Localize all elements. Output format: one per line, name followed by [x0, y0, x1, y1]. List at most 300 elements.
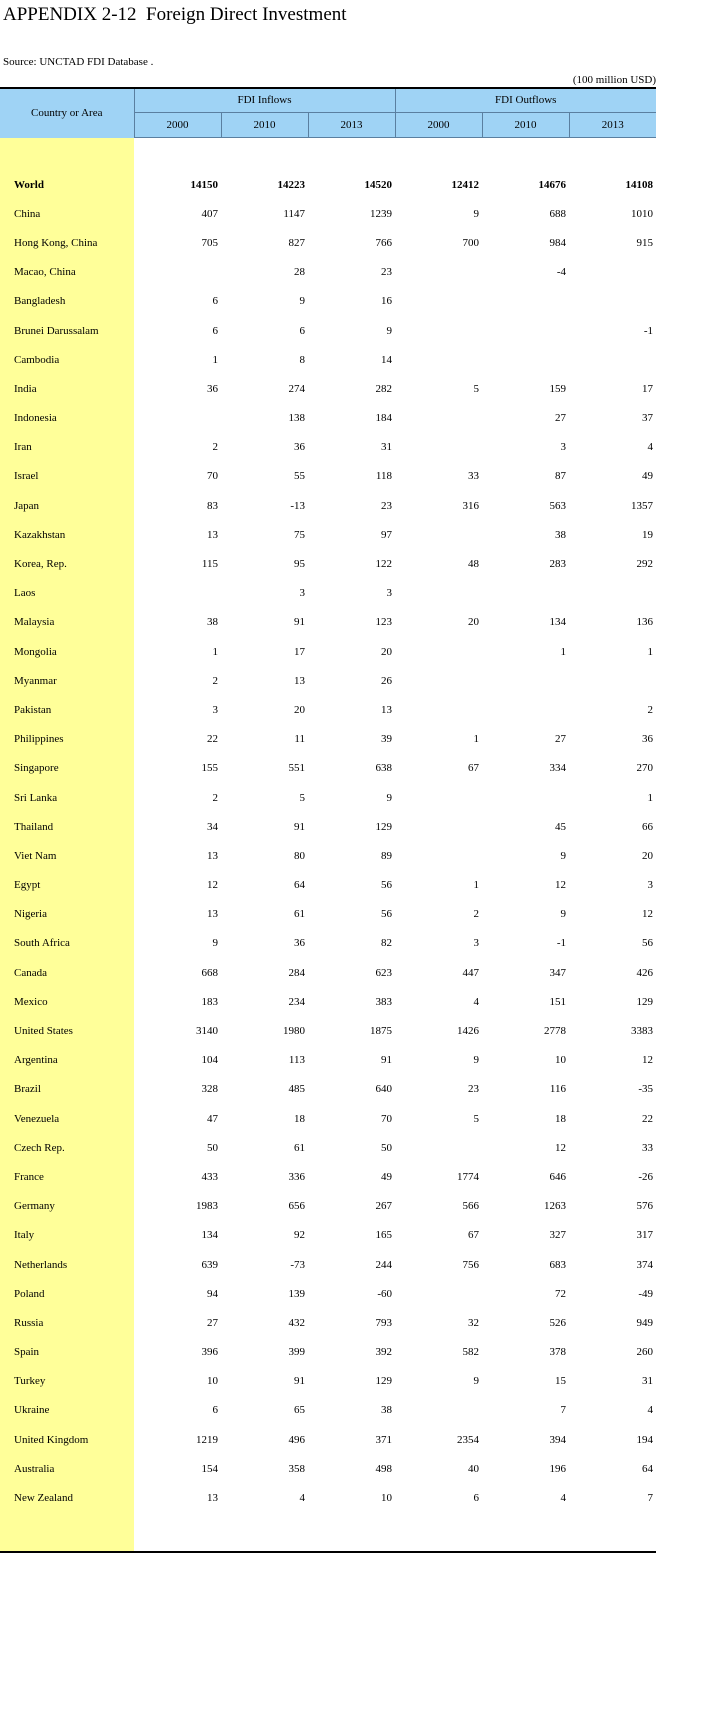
value-cell: 3 [386, 587, 393, 600]
value-cell: 48 [468, 558, 480, 571]
value-cell: 358 [288, 1462, 305, 1475]
value-cell [395, 1513, 482, 1552]
value-cell: 9 [560, 849, 567, 862]
value-cell: 13 [207, 528, 218, 541]
table-row [0, 666, 656, 695]
table-row [0, 520, 656, 549]
table-row [0, 725, 656, 754]
value-cell: 97 [381, 528, 393, 541]
value-cell [569, 138, 656, 171]
value-cell: 165 [375, 1229, 393, 1242]
value-cell: 49 [642, 470, 654, 483]
value-cell: 28 [294, 266, 305, 279]
value-cell [569, 1513, 656, 1552]
value-cell: 6 [299, 324, 305, 337]
value-cell: 347 [549, 966, 567, 979]
value-cell: 793 [375, 1316, 393, 1329]
value-cell: 50 [381, 1141, 393, 1154]
value-cell: 1219 [196, 1433, 218, 1446]
value-cell: -1 [643, 324, 654, 337]
value-cell: 18 [555, 1112, 567, 1125]
value-cell: 91 [294, 1375, 305, 1388]
value-cell: 139 [288, 1287, 305, 1300]
value-cell [221, 138, 308, 171]
value-cell: 39 [381, 733, 393, 746]
value-cell: 396 [201, 1346, 218, 1359]
country-cell: Korea, Rep. [0, 549, 134, 578]
value-cell: 623 [375, 966, 393, 979]
value-cell [395, 433, 482, 462]
country-cell: Thailand [0, 812, 134, 841]
value-cell [395, 579, 482, 608]
value-cell [482, 138, 569, 171]
country-cell: Turkey [0, 1367, 134, 1396]
value-cell: 122 [375, 558, 393, 571]
value-cell: 646 [549, 1170, 567, 1183]
country-cell: Mexico [0, 987, 134, 1016]
value-cell: 16 [381, 295, 393, 308]
value-cell [395, 695, 482, 724]
value-cell: 1 [647, 791, 654, 804]
table-row [0, 462, 656, 491]
value-cell: 116 [549, 1083, 567, 1096]
value-cell: 915 [636, 236, 654, 249]
value-cell: 91 [294, 616, 305, 629]
value-cell: 1 [647, 645, 654, 658]
table-row [0, 1279, 656, 1308]
value-cell [134, 138, 221, 171]
table-row [0, 374, 656, 403]
year-header: 2013 [569, 113, 656, 138]
table-row [0, 958, 656, 987]
value-cell: 566 [462, 1200, 480, 1213]
unit-note: (100 million USD) [572, 74, 656, 86]
value-cell: 6 [212, 324, 218, 337]
value-cell: 1 [560, 645, 567, 658]
value-cell: 9 [473, 1375, 480, 1388]
country-cell: United States [0, 1016, 134, 1045]
value-cell: 9 [473, 1054, 480, 1067]
value-cell: 34 [207, 820, 218, 833]
value-cell: 5 [473, 1112, 480, 1125]
value-cell: 260 [636, 1346, 654, 1359]
table-row [0, 1133, 656, 1162]
value-cell [134, 258, 221, 287]
value-cell: -35 [638, 1083, 654, 1096]
country-column-header: Country or Area [0, 88, 134, 138]
value-cell: 20 [294, 703, 305, 716]
country-cell: Viet Nam [0, 841, 134, 870]
value-cell: 2 [212, 441, 218, 454]
country-cell: Laos [0, 579, 134, 608]
value-cell: 138 [288, 412, 305, 425]
value-cell [569, 287, 656, 316]
value-cell: 270 [636, 762, 654, 775]
value-cell [395, 637, 482, 666]
value-cell: 10 [555, 1054, 567, 1067]
country-cell: Russia [0, 1308, 134, 1337]
value-cell: 3383 [631, 1025, 654, 1038]
value-cell: 184 [375, 412, 393, 425]
value-cell: 12 [555, 1141, 567, 1154]
value-cell [569, 258, 656, 287]
country-cell [0, 138, 134, 171]
country-cell: Israel [0, 462, 134, 491]
value-cell: 18 [294, 1112, 305, 1125]
value-cell: 23 [381, 266, 393, 279]
value-cell: 683 [549, 1258, 567, 1271]
value-cell: 10 [207, 1375, 218, 1388]
value-cell [482, 345, 569, 374]
outflows-group-header: FDI Outflows [395, 88, 656, 113]
value-cell: 13 [207, 1492, 218, 1505]
country-cell [0, 1513, 134, 1552]
value-cell: 151 [549, 995, 567, 1008]
filler-row [0, 1513, 656, 1552]
table-row [0, 695, 656, 724]
value-cell: 496 [288, 1433, 305, 1446]
table-row [0, 783, 656, 812]
table-row [0, 433, 656, 462]
value-cell: 33 [642, 1141, 654, 1154]
value-cell: 949 [636, 1316, 654, 1329]
value-cell: 9 [473, 207, 480, 220]
value-cell [482, 316, 569, 345]
value-cell: 1983 [196, 1200, 218, 1213]
value-cell [395, 1279, 482, 1308]
table-row [0, 258, 656, 287]
value-cell [395, 404, 482, 433]
value-cell: 27 [207, 1316, 218, 1329]
value-cell: 378 [549, 1346, 567, 1359]
value-cell: 705 [201, 236, 218, 249]
table-row [0, 1396, 656, 1425]
page-title: APPENDIX 2-12 Foreign Direct Investment [3, 4, 347, 25]
value-cell: 3140 [196, 1025, 218, 1038]
value-cell: 70 [381, 1112, 393, 1125]
value-cell: 1263 [544, 1200, 567, 1213]
value-cell: 83 [207, 499, 218, 512]
value-cell: 9 [386, 324, 393, 337]
value-cell: 5 [473, 382, 480, 395]
value-cell [569, 345, 656, 374]
country-cell: Kazakhstan [0, 520, 134, 549]
value-cell: 196 [549, 1462, 567, 1475]
table-row [0, 1221, 656, 1250]
value-cell: 3 [560, 441, 567, 454]
year-header: 2000 [395, 113, 482, 138]
value-cell: 12 [642, 908, 654, 921]
value-cell: 129 [375, 1375, 393, 1388]
value-cell: 4 [560, 1492, 567, 1505]
table-header [0, 88, 656, 138]
value-cell: 19 [642, 528, 654, 541]
value-cell: 1774 [457, 1170, 480, 1183]
value-cell: 576 [636, 1200, 654, 1213]
value-cell [395, 1396, 482, 1425]
value-cell: 31 [642, 1375, 654, 1388]
value-cell: 136 [636, 616, 654, 629]
value-cell: -13 [290, 499, 305, 512]
source-note: Source: UNCTAD FDI Database . [3, 56, 154, 68]
value-cell: 7 [647, 1492, 654, 1505]
value-cell: 12412 [451, 178, 480, 191]
value-cell: 27 [555, 412, 567, 425]
value-cell [395, 841, 482, 870]
value-cell: 155 [201, 762, 218, 775]
value-cell: 14520 [364, 178, 393, 191]
value-cell: 284 [288, 966, 305, 979]
value-cell: 56 [381, 908, 393, 921]
value-cell: 4 [299, 1492, 305, 1505]
value-cell: 12 [207, 879, 218, 892]
value-cell: 498 [375, 1462, 393, 1475]
year-header: 2010 [482, 113, 569, 138]
value-cell: 1426 [457, 1025, 480, 1038]
table-row [0, 900, 656, 929]
value-cell: 65 [294, 1404, 305, 1417]
value-cell: 56 [381, 879, 393, 892]
country-cell: India [0, 374, 134, 403]
value-cell: 70 [207, 470, 218, 483]
value-cell: 3 [299, 587, 305, 600]
country-cell: France [0, 1162, 134, 1191]
value-cell: 244 [375, 1258, 393, 1271]
value-cell [395, 666, 482, 695]
value-cell: 26 [381, 674, 393, 687]
country-cell: Japan [0, 491, 134, 520]
value-cell: 36 [294, 937, 305, 950]
country-cell: Indonesia [0, 404, 134, 433]
value-cell: 656 [288, 1200, 305, 1213]
value-cell: 283 [549, 558, 567, 571]
value-cell: 10 [381, 1492, 393, 1505]
country-cell: Myanmar [0, 666, 134, 695]
value-cell: 118 [375, 470, 393, 483]
value-cell: 6 [473, 1492, 480, 1505]
value-cell: 89 [381, 849, 393, 862]
country-cell: Bangladesh [0, 287, 134, 316]
value-cell: 688 [549, 207, 567, 220]
table-row [0, 491, 656, 520]
table-row [0, 608, 656, 637]
country-cell: Egypt [0, 871, 134, 900]
country-cell: Sri Lanka [0, 783, 134, 812]
value-cell: 426 [636, 966, 654, 979]
value-cell: 432 [288, 1316, 305, 1329]
country-cell: United Kingdom [0, 1425, 134, 1454]
value-cell: 392 [375, 1346, 393, 1359]
value-cell: 22 [642, 1112, 654, 1125]
value-cell: 91 [294, 820, 305, 833]
value-cell: 38 [381, 1404, 393, 1417]
value-cell: 1 [473, 879, 480, 892]
country-cell: Singapore [0, 754, 134, 783]
country-cell: Italy [0, 1221, 134, 1250]
value-cell: 6 [212, 1404, 218, 1417]
value-cell: 1980 [283, 1025, 305, 1038]
value-cell [482, 783, 569, 812]
value-cell: 183 [201, 995, 218, 1008]
country-cell: Mongolia [0, 637, 134, 666]
table-row [0, 812, 656, 841]
table-row [0, 1483, 656, 1512]
value-cell: 134 [201, 1229, 218, 1242]
value-cell [569, 579, 656, 608]
value-cell: 80 [294, 849, 305, 862]
country-cell: Germany [0, 1192, 134, 1221]
value-cell: 334 [549, 762, 567, 775]
value-cell: 49 [381, 1170, 393, 1183]
value-cell: 2 [473, 908, 480, 921]
value-cell: 827 [288, 236, 305, 249]
value-cell: 582 [462, 1346, 480, 1359]
value-cell: -73 [290, 1258, 305, 1271]
value-cell: 292 [636, 558, 654, 571]
value-cell: 9 [386, 791, 393, 804]
value-cell [482, 666, 569, 695]
value-cell: 13 [294, 674, 305, 687]
fdi-table [0, 87, 656, 1553]
value-cell [482, 579, 569, 608]
table-row [0, 637, 656, 666]
value-cell [395, 520, 482, 549]
value-cell: 36 [642, 733, 654, 746]
country-cell: Iran [0, 433, 134, 462]
country-cell: Australia [0, 1454, 134, 1483]
year-header: 2010 [221, 113, 308, 138]
country-cell: Malaysia [0, 608, 134, 637]
world-row [0, 170, 656, 199]
value-cell: 67 [468, 1229, 480, 1242]
country-cell: Canada [0, 958, 134, 987]
value-cell [395, 287, 482, 316]
table-row [0, 199, 656, 228]
table-row [0, 871, 656, 900]
value-cell: 234 [288, 995, 305, 1008]
value-cell: 7 [560, 1404, 567, 1417]
value-cell: 13 [381, 703, 393, 716]
value-cell: 14108 [625, 178, 654, 191]
value-cell: 33 [468, 470, 480, 483]
table-row [0, 345, 656, 374]
value-cell [482, 287, 569, 316]
table-row [0, 316, 656, 345]
value-cell [395, 258, 482, 287]
value-cell: 92 [294, 1229, 305, 1242]
value-cell [395, 812, 482, 841]
country-cell: Spain [0, 1338, 134, 1367]
value-cell: 282 [375, 382, 393, 395]
value-cell: 317 [636, 1229, 654, 1242]
value-cell: 1010 [631, 207, 654, 220]
value-cell: 447 [462, 966, 480, 979]
value-cell [395, 1133, 482, 1162]
value-cell: 82 [381, 937, 393, 950]
value-cell: 20 [642, 849, 654, 862]
value-cell: 274 [288, 382, 305, 395]
value-cell [482, 695, 569, 724]
country-cell: Brazil [0, 1075, 134, 1104]
value-cell [134, 579, 221, 608]
table-row [0, 1162, 656, 1191]
value-cell: 129 [636, 995, 654, 1008]
value-cell: 87 [555, 470, 567, 483]
value-cell: 32 [468, 1316, 480, 1329]
value-cell: 64 [642, 1462, 654, 1475]
spacer-row [0, 138, 656, 171]
value-cell [395, 316, 482, 345]
value-cell: 336 [288, 1170, 305, 1183]
year-header: 2000 [134, 113, 221, 138]
value-cell: 2 [647, 703, 654, 716]
country-cell: Brunei Darussalam [0, 316, 134, 345]
table-row [0, 228, 656, 257]
value-cell: 4 [647, 1404, 654, 1417]
country-cell: Venezuela [0, 1104, 134, 1133]
value-cell: 11 [294, 733, 305, 746]
value-cell [569, 666, 656, 695]
value-cell: 551 [288, 762, 305, 775]
table-row [0, 1250, 656, 1279]
value-cell: 129 [375, 820, 393, 833]
value-cell: 485 [288, 1083, 305, 1096]
value-cell: 61 [294, 1141, 305, 1154]
table-row [0, 1367, 656, 1396]
table-body [0, 138, 656, 1552]
country-cell: South Africa [0, 929, 134, 958]
value-cell: 3 [473, 937, 480, 950]
country-cell: Nigeria [0, 900, 134, 929]
country-cell: China [0, 199, 134, 228]
value-cell: 159 [549, 382, 567, 395]
value-cell: 22 [207, 733, 218, 746]
value-cell: 20 [468, 616, 480, 629]
value-cell: 700 [462, 236, 480, 249]
value-cell: 638 [375, 762, 393, 775]
value-cell: 766 [375, 236, 393, 249]
value-cell: 55 [294, 470, 305, 483]
country-cell: World [0, 170, 134, 199]
country-cell: New Zealand [0, 1483, 134, 1512]
table-row [0, 1454, 656, 1483]
value-cell: 2778 [544, 1025, 567, 1038]
table-row [0, 1046, 656, 1075]
header-row-groups [0, 88, 656, 113]
value-cell: 15 [555, 1375, 567, 1388]
value-cell: 61 [294, 908, 305, 921]
value-cell: 12 [555, 879, 567, 892]
value-cell: 1357 [631, 499, 654, 512]
value-cell: 37 [642, 412, 654, 425]
value-cell: 9 [299, 295, 305, 308]
value-cell: 639 [201, 1258, 218, 1271]
value-cell: 8 [299, 353, 305, 366]
value-cell: 3 [647, 879, 654, 892]
value-cell: 134 [549, 616, 567, 629]
table-row [0, 579, 656, 608]
value-cell: 47 [207, 1112, 218, 1125]
value-cell: 115 [201, 558, 218, 571]
country-cell: Pakistan [0, 695, 134, 724]
value-cell: 374 [636, 1258, 654, 1271]
value-cell: 13 [207, 849, 218, 862]
value-cell: 14150 [190, 178, 218, 191]
value-cell: 12 [642, 1054, 654, 1067]
value-cell: 23 [468, 1083, 480, 1096]
value-cell: -1 [556, 937, 567, 950]
value-cell: 14676 [538, 178, 567, 191]
